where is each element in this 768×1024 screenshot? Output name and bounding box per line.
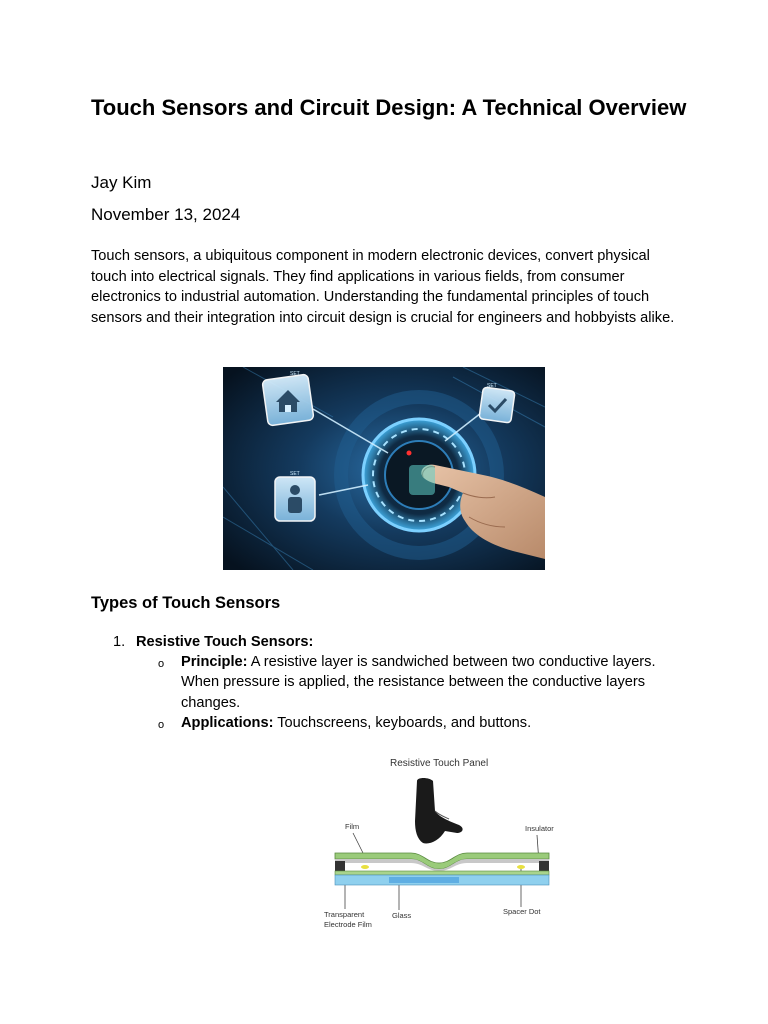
diagram-title: Resistive Touch Panel bbox=[390, 758, 489, 769]
icon-tag: SET bbox=[290, 471, 300, 477]
user-icon bbox=[275, 477, 315, 521]
icon-tag: SET bbox=[290, 371, 300, 377]
bullet-marker: o bbox=[158, 719, 165, 731]
bullet-applications bbox=[181, 713, 681, 733]
document-date: November 13, 2024 bbox=[91, 205, 241, 224]
label-electrode-film: Electrode Film bbox=[324, 920, 372, 929]
icon-tag: SET bbox=[487, 383, 497, 389]
label-spacer-dot: Spacer Dot bbox=[503, 907, 541, 916]
label-glass: Glass bbox=[392, 911, 412, 920]
label-transparent: Transparent bbox=[324, 910, 365, 919]
home-icon bbox=[262, 374, 314, 426]
list-item-heading: Resistive Touch Sensors: bbox=[136, 634, 314, 650]
bullet-label: Principle: bbox=[181, 654, 248, 670]
label-film: Film bbox=[345, 822, 360, 831]
bullet-body: Touchscreens, keyboards, and buttons. bbox=[273, 715, 532, 731]
bullet-label: Applications: bbox=[181, 715, 274, 731]
list-number: 1. bbox=[113, 634, 126, 650]
touch-interface-illustration bbox=[223, 367, 545, 570]
finger-icon bbox=[415, 778, 463, 844]
checkmark-icon bbox=[479, 387, 515, 423]
author-name: Jay Kim bbox=[91, 173, 152, 192]
bullet-principle bbox=[181, 652, 681, 713]
document-title: Touch Sensors and Circuit Design: A Technical Overview bbox=[91, 95, 687, 120]
section-heading: Types of Touch Sensors bbox=[91, 594, 281, 612]
bullet-marker: o bbox=[158, 658, 165, 670]
resistive-panel-diagram bbox=[299, 751, 561, 931]
intro-paragraph: Touch sensors, a ubiquitous component in modern electronic devices, convert physical touch into electrical signals. They find applications in various fields, from consumer electronics to industrial automation. Understanding the fundamental principles of touch sensors and their integration into circuit design is crucial for engineers and hobbyists alike. bbox=[91, 248, 675, 326]
touch-interface-image bbox=[223, 367, 545, 570]
label-insulator: Insulator bbox=[525, 824, 554, 833]
bullet-body: A resistive layer is sandwiched between two conductive layers. When pressure is applied, the resistance between the conductive layers changes. bbox=[181, 654, 656, 711]
